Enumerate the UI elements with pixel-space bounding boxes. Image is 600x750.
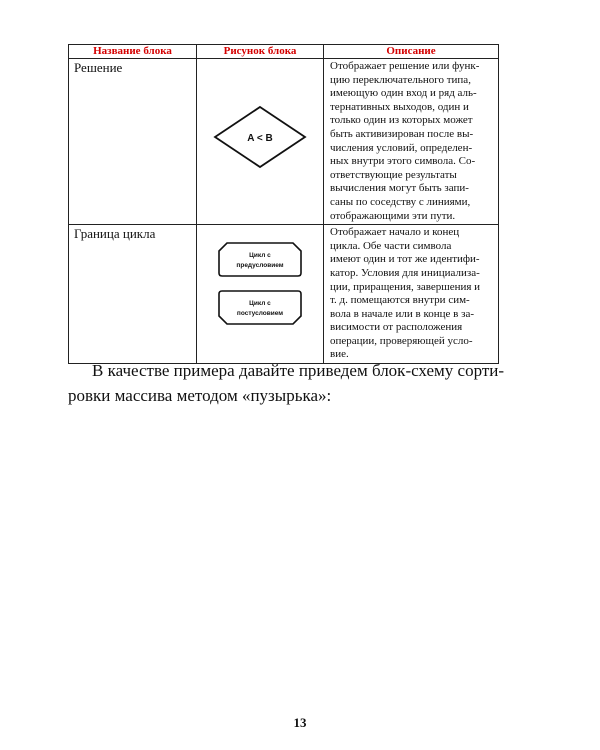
- block-figure-decision: [197, 59, 324, 225]
- description-line: т. д. помещаются внутри сим-: [330, 294, 470, 307]
- decision-condition-label: A < B: [247, 133, 273, 144]
- loop-end-label-line1: Цикл с: [249, 300, 271, 308]
- block-name-loop-boundary: Граница цикла: [69, 225, 197, 364]
- loop-end-label-line2: постусловием: [236, 310, 284, 318]
- description-line: ных внутри этого символа. Со-: [330, 155, 476, 168]
- page-number: 13: [293, 715, 307, 730]
- description-line: имеют один и тот же идентифи-: [330, 253, 480, 266]
- description-line: тернативных выходов, один и: [330, 100, 469, 113]
- header-description: Описание: [324, 45, 499, 59]
- header-block-figure: Рисунок блока: [197, 45, 324, 59]
- loop-start-shape-icon: [219, 243, 301, 276]
- loop-end-shape-icon: [219, 291, 301, 324]
- description-line: цию переключательного типа,: [330, 73, 471, 86]
- loop-boundary-shapes-icon: [197, 225, 324, 358]
- description-line: числения условий, определен-: [330, 141, 473, 154]
- description-line: быть активизирован после вы-: [330, 127, 474, 140]
- description-line: вычисления могут быть запи-: [330, 182, 469, 195]
- description-line: катор. Условия для инициализа-: [330, 266, 480, 279]
- loop-start-label-line1: Цикл с: [249, 252, 271, 260]
- description-line: Отображает решение или функ-: [330, 60, 480, 72]
- description-line: висимости от расположения: [330, 321, 463, 334]
- body-paragraph: [68, 358, 508, 408]
- description-loop-boundary: [324, 225, 499, 364]
- table-header-row: [69, 45, 499, 59]
- description-line: ции, приращения, завершения и: [330, 280, 481, 293]
- body-line: [68, 358, 508, 383]
- description-line: отображающими эти пути.: [330, 209, 456, 222]
- description-line: только один из которых может: [330, 114, 473, 127]
- body-line-text: В качестве примера давайте приведем блок-схему сорти-: [92, 361, 505, 380]
- description-line: цикла. Обе части символа: [330, 239, 452, 252]
- table-row: [69, 59, 499, 225]
- description-line: вие.: [330, 348, 349, 361]
- description-line: операции, проверяющей усло-: [330, 334, 473, 347]
- body-line: [68, 383, 508, 408]
- description-decision: [324, 59, 499, 225]
- block-figure-loop-boundary: [197, 225, 324, 364]
- flowchart-blocks-table: [68, 44, 499, 364]
- description-line: ответствующие результаты: [330, 168, 457, 181]
- body-line-text: ровки массива методом «пузырька»:: [68, 386, 332, 405]
- block-name-decision: Решение: [69, 59, 197, 225]
- decision-diamond-icon: [197, 59, 324, 217]
- table-row: [69, 225, 499, 364]
- description-line: Отображает начало и конец: [330, 226, 460, 239]
- loop-start-label-line2: предусловием: [236, 262, 284, 270]
- header-block-name: Название блока: [69, 45, 197, 59]
- description-line: имеющую один вход и ряд аль-: [330, 87, 477, 100]
- description-line: вола в начале или в конце в за-: [330, 307, 474, 320]
- description-line: саны по соседству с линиями,: [330, 195, 471, 208]
